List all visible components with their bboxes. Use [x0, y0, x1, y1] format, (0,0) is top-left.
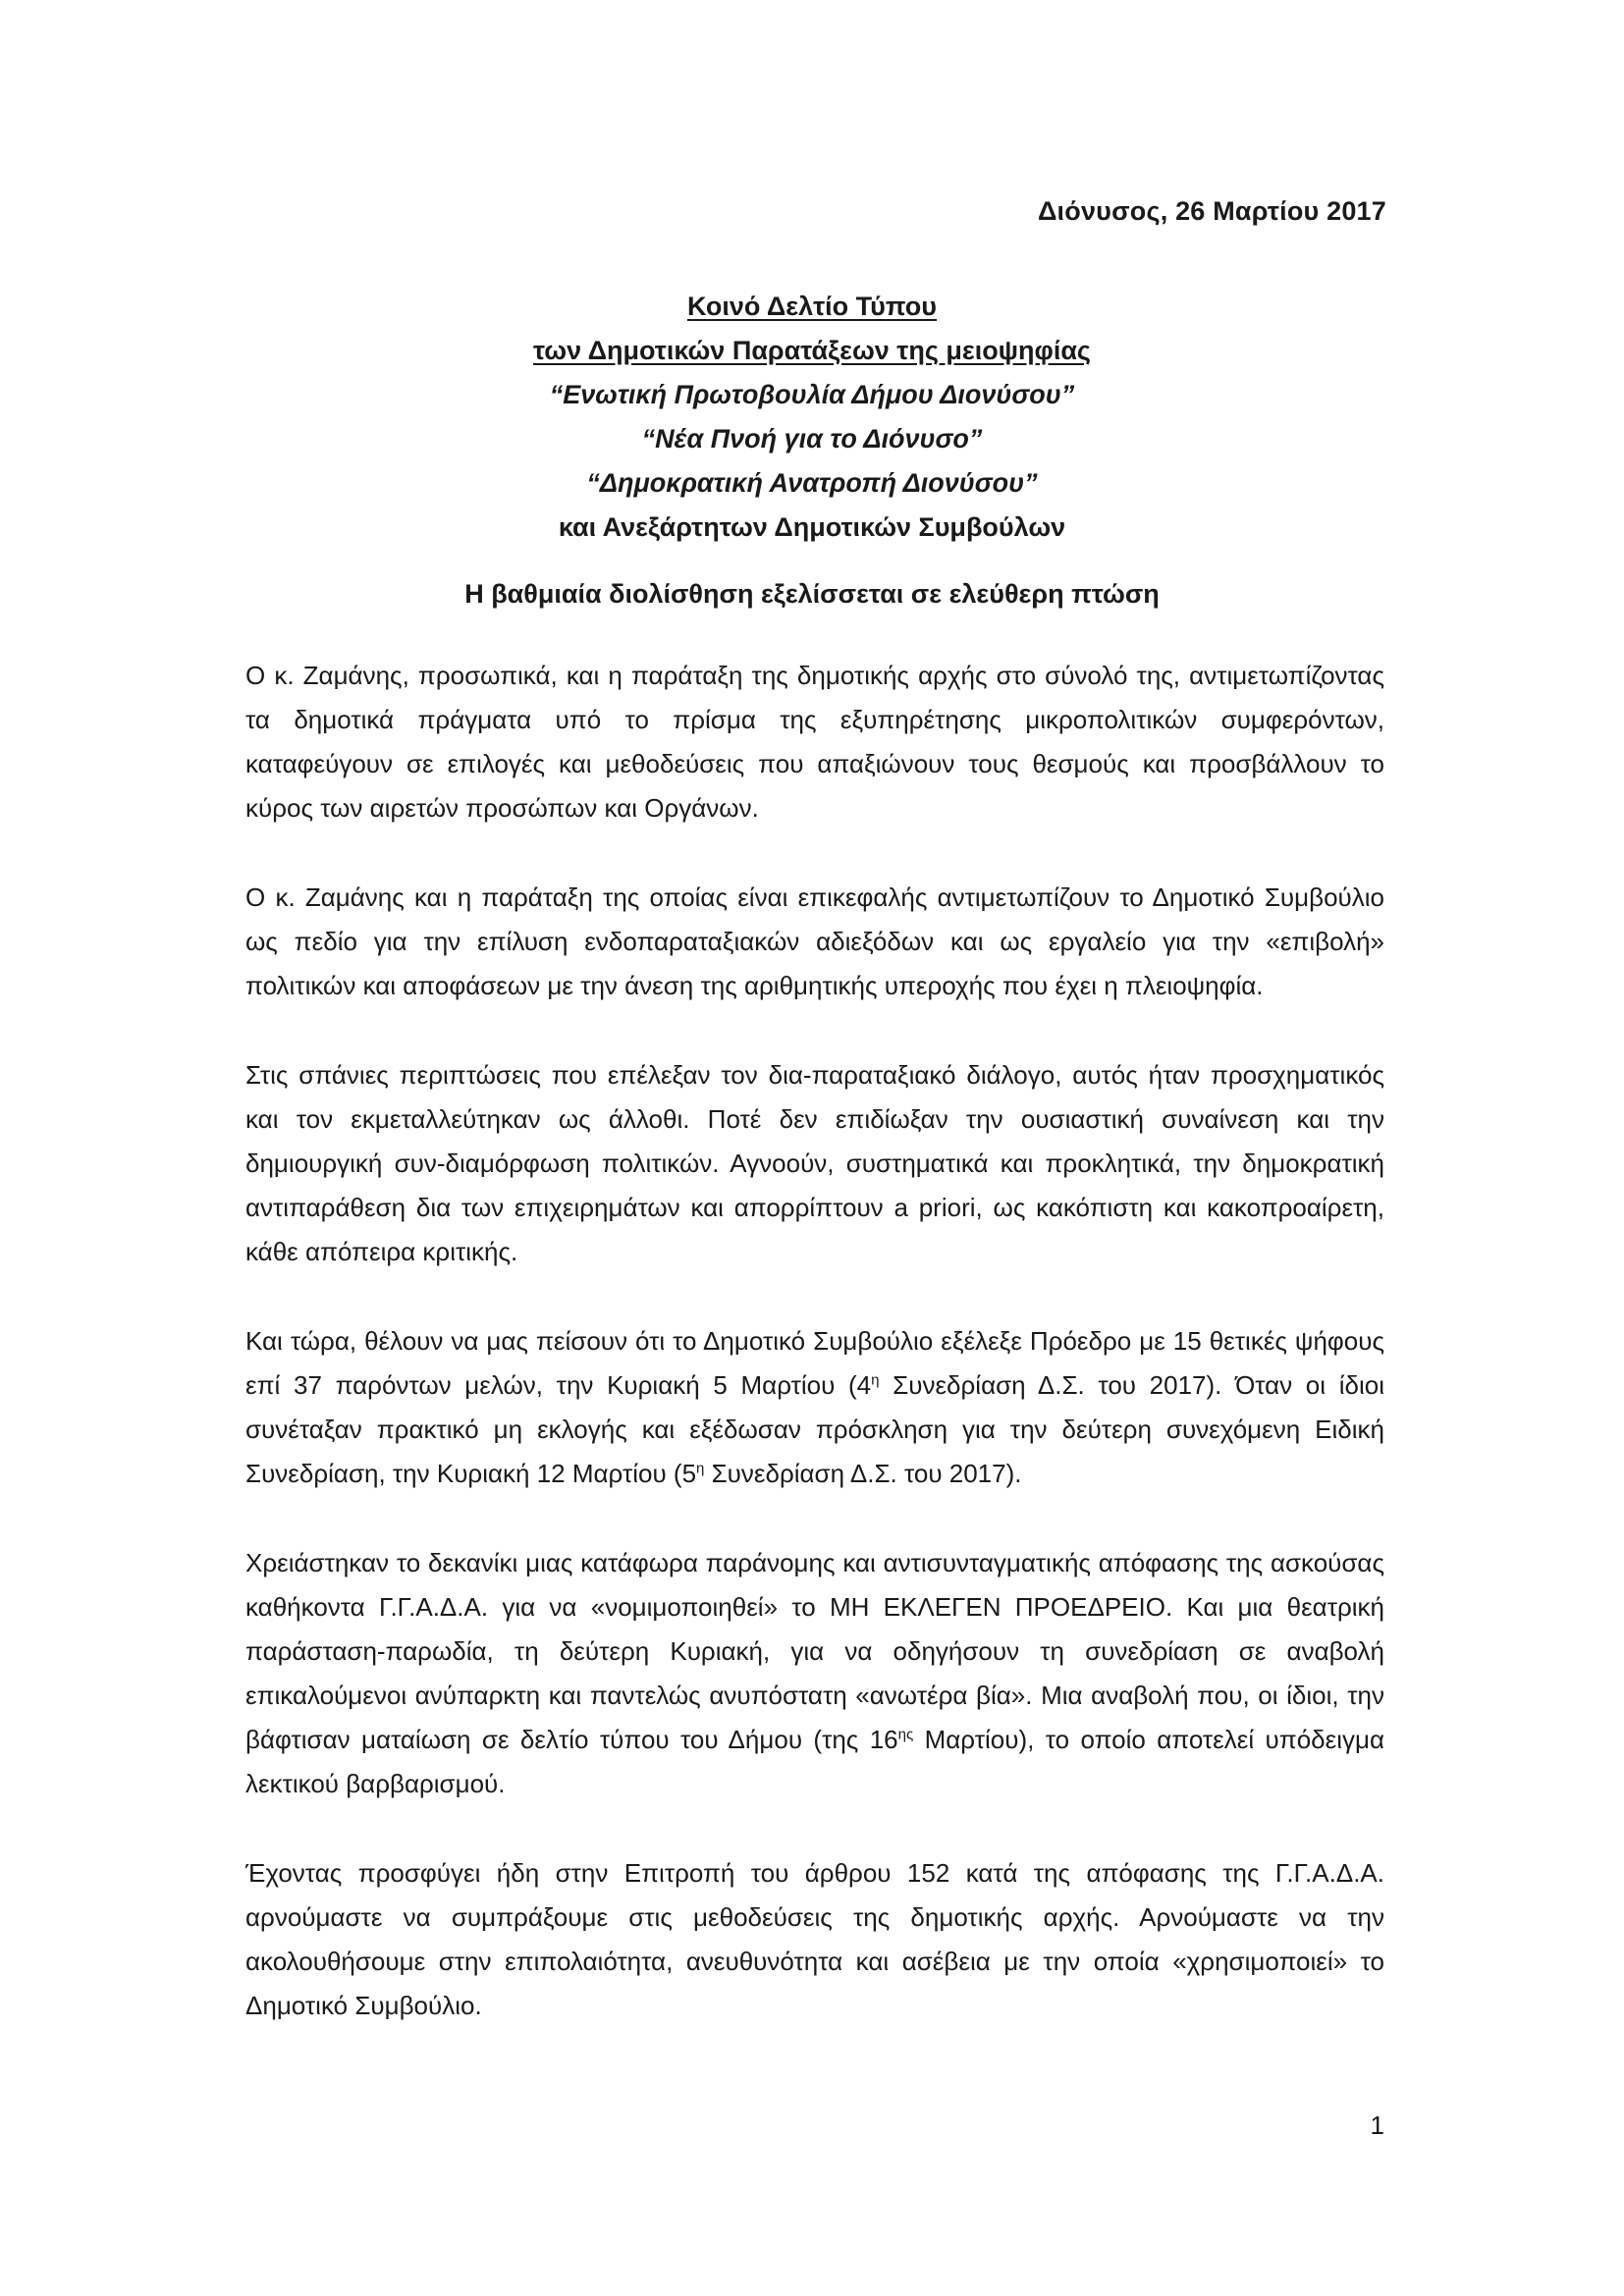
paragraph-4-part-a: Και τώρα, θέλουν να μας πείσουν ότι το Δημοτικό Συμβούλιο εξέλεξε Πρόεδρο με 15 θετικές ψήφους επί 37 παρόντων μελών, την Κυριακή 5 Μαρτίου (4 [245, 1326, 1384, 1400]
page-number: 1 [1370, 2110, 1384, 2140]
paragraph-1: Ο κ. Ζαμάνης, προσωπικά, και η παράταξη της δημοτικής αρχής στο σύνολό της, αντιμετωπίζοντας τα δημοτικά πράγματα υπό το πρίσμα της εξυπηρέτησης μικροπολιτικών συμφερόντων, καταφεύγουν σε επιλογές και μεθοδεύσεις που απαξιώνουν τους θεσμούς και προσβάλλουν το κύρος των αιρετών προσώπων και Οργάνων. [245, 661, 1384, 823]
paragraph-2: Ο κ. Ζαμάνης και η παράταξη της οποίας είναι επικεφαλής αντιμετωπίζουν το Δημοτικό Συμβούλιο ως πεδίο για την επίλυση ενδοπαραταξιακών αδιεξόδων και ως εργαλείο για την «επιβολή» πολιτικών και αποφάσεων με την άνεση της αριθμητικής υπεροχής που έχει η πλειοψηφία. [245, 882, 1384, 1000]
header-faction-1: “Ενωτική Πρωτοβουλία Δήμου Διονύσου” [549, 380, 1075, 409]
paragraph-4-part-b: Συνεδρίαση Δ.Σ. του 2017). Όταν οι ίδιοι συνέταξαν πρακτικό μη εκλογής και εξέδωσαν πρόσκληση για την δεύτερη συνεχόμενη Ειδική Συνεδρίαση, την Κυριακή 12 Μαρτίου (5 [245, 1370, 1384, 1488]
ordinal-superscript: η [696, 1460, 705, 1477]
paragraph-5-part-a: Χρειάστηκαν το δεκανίκι μιας κατάφωρα παράνομης και αντισυνταγματικής απόφασης της ασκούσας καθήκοντα Γ.Γ.Α.Δ.Α. για να «νομιμοποιηθεί» το ΜΗ ΕΚΛΕΓΕΝ ΠΡΟΕΔΡΕΙΟ. Και μια θεατρική παράσταση-παρωδία, τη δεύτερη Κυριακή, για να οδηγήσουν τη συνεδρίαση σε αναβολή επικαλούμενοι ανύπαρκτη και παντελώς ανυπόστατη «ανωτέρα βία». Μια αναβολή που, οι ίδιοι, την βάφτισαν ματαίωση σε δελτίο τύπου του Δήμου (της 16 [245, 1548, 1384, 1754]
paragraph-4-part-c: Συνεδρίαση Δ.Σ. του 2017). [704, 1459, 1022, 1488]
paragraph-4 [245, 1319, 1384, 1496]
body-text [245, 654, 1384, 2073]
ordinal-superscript: η [871, 1371, 880, 1389]
ordinal-superscript: ης [897, 1726, 914, 1743]
date-line: Διόνυσος, 26 Μαρτίου 2017 [1037, 196, 1386, 226]
paragraph-5 [245, 1541, 1384, 1806]
header-faction-2: “Νέα Πνοή για το Διόνυσο” [641, 424, 983, 454]
paragraph-3: Στις σπάνιες περιπτώσεις που επέλεξαν τον δια-παραταξιακό διάλογο, αυτός ήταν προσχηματικός και τον εκμεταλλεύτηκαν ως άλλοθι. Ποτέ δεν επιδίωξαν την ουσιαστική συναίνεση και την δημιουργική συν-διαμόρφωση πολιτικών. Αγνοούν, συστηματικά και προκλητικά, την δημοκρατική αντιπαράθεση δια των επιχειρημάτων και απορρίπτουν a priori, ως κακόπιστη και κακοπροαίρετη, κάθε απόπειρα κριτικής. [245, 1060, 1384, 1266]
headline: Η βαθμιαία διολίσθηση εξελίσσεται σε ελεύθερη πτώση [464, 579, 1160, 609]
header-title: Κοινό Δελτίο Τύπου [687, 292, 937, 321]
header-closing: και Ανεξάρτητων Δημοτικών Συμβούλων [558, 512, 1066, 542]
press-release-header [0, 285, 1624, 550]
header-faction-3: “Δημοκρατική Ανατροπή Διονύσου” [586, 468, 1038, 498]
paragraph-5-part-b: Μαρτίου), το οποίο αποτελεί υπόδειγμα λεκτικού βαρβαρισμού. [245, 1725, 1384, 1798]
paragraph-6: Έχοντας προσφύγει ήδη στην Επιτροπή του άρθρου 152 κατά της απόφασης της Γ.Γ.Α.Δ.Α. αρνούμαστε να συμπράξουμε στις μεθοδεύσεις της δημοτικής αρχής. Αρνούμαστε να την ακολουθήσουμε στην επιπολαιότητα, ανευθυνότητα και ασέβεια με την οποία «χρησιμοποιεί» το Δημοτικό Συμβούλιο. [245, 1858, 1384, 2020]
header-subtitle: των Δημοτικών Παρατάξεων της μειοψηφίας [533, 336, 1091, 365]
